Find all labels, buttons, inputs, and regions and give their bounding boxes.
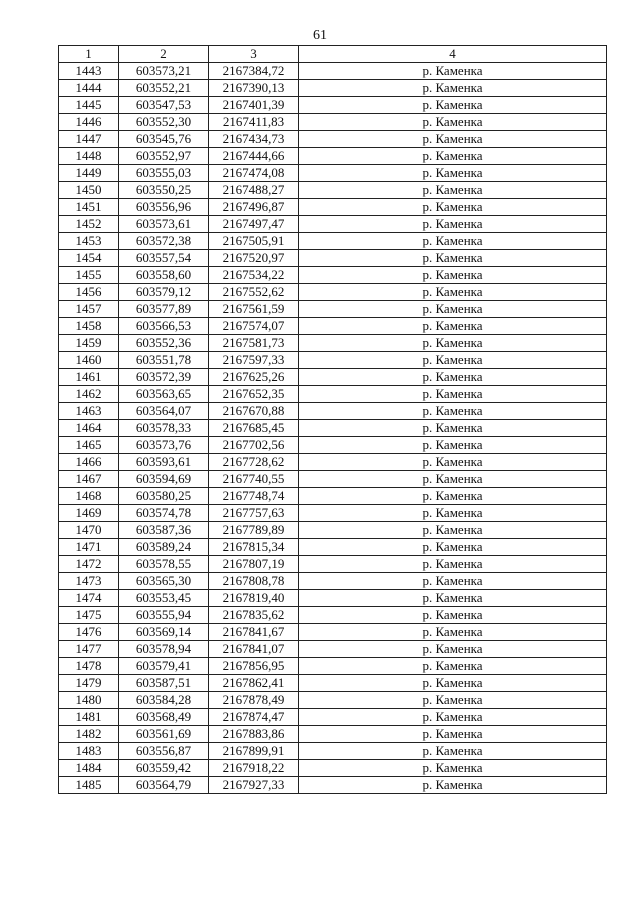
table-row [59, 369, 607, 386]
x-coordinate-cell: 603564,07 [119, 403, 209, 420]
x-coordinate-cell: 603557,54 [119, 250, 209, 267]
y-coordinate-cell: 2167874,47 [209, 709, 299, 726]
point-number-cell: 1450 [59, 182, 119, 199]
point-number-cell: 1455 [59, 267, 119, 284]
y-coordinate-cell: 2167390,13 [209, 80, 299, 97]
x-coordinate-cell: 603578,55 [119, 556, 209, 573]
y-coordinate-cell: 2167789,89 [209, 522, 299, 539]
point-number-cell: 1470 [59, 522, 119, 539]
description-cell: р. Каменка [299, 420, 607, 437]
point-number-cell: 1468 [59, 488, 119, 505]
point-number-cell: 1458 [59, 318, 119, 335]
table-row [59, 114, 607, 131]
table-row [59, 97, 607, 114]
point-number-cell: 1467 [59, 471, 119, 488]
x-coordinate-cell: 603578,94 [119, 641, 209, 658]
x-coordinate-cell: 603564,79 [119, 777, 209, 794]
y-coordinate-cell: 2167434,73 [209, 131, 299, 148]
description-cell: р. Каменка [299, 471, 607, 488]
description-cell: р. Каменка [299, 216, 607, 233]
point-number-cell: 1453 [59, 233, 119, 250]
y-coordinate-cell: 2167841,07 [209, 641, 299, 658]
x-coordinate-cell: 603565,30 [119, 573, 209, 590]
point-number-cell: 1483 [59, 743, 119, 760]
point-number-cell: 1445 [59, 97, 119, 114]
x-coordinate-cell: 603559,42 [119, 760, 209, 777]
table-row [59, 386, 607, 403]
x-coordinate-cell: 603566,53 [119, 318, 209, 335]
point-number-cell: 1485 [59, 777, 119, 794]
x-coordinate-cell: 603589,24 [119, 539, 209, 556]
description-cell: р. Каменка [299, 522, 607, 539]
table-row [59, 182, 607, 199]
table-row [59, 352, 607, 369]
table-row [59, 675, 607, 692]
point-number-cell: 1481 [59, 709, 119, 726]
x-coordinate-cell: 603579,12 [119, 284, 209, 301]
y-coordinate-cell: 2167625,26 [209, 369, 299, 386]
table-row [59, 437, 607, 454]
point-number-cell: 1449 [59, 165, 119, 182]
table-row [59, 335, 607, 352]
description-cell: р. Каменка [299, 335, 607, 352]
x-coordinate-cell: 603573,61 [119, 216, 209, 233]
table-row [59, 80, 607, 97]
table-row [59, 624, 607, 641]
y-coordinate-cell: 2167807,19 [209, 556, 299, 573]
x-coordinate-cell: 603587,36 [119, 522, 209, 539]
y-coordinate-cell: 2167652,35 [209, 386, 299, 403]
y-coordinate-cell: 2167401,39 [209, 97, 299, 114]
point-number-cell: 1469 [59, 505, 119, 522]
y-coordinate-cell: 2167757,63 [209, 505, 299, 522]
x-coordinate-cell: 603580,25 [119, 488, 209, 505]
description-cell: р. Каменка [299, 114, 607, 131]
y-coordinate-cell: 2167581,73 [209, 335, 299, 352]
description-cell: р. Каменка [299, 250, 607, 267]
description-cell: р. Каменка [299, 301, 607, 318]
y-coordinate-cell: 2167685,45 [209, 420, 299, 437]
x-coordinate-cell: 603569,14 [119, 624, 209, 641]
table-row [59, 573, 607, 590]
x-coordinate-cell: 603587,51 [119, 675, 209, 692]
x-coordinate-cell: 603556,96 [119, 199, 209, 216]
y-coordinate-cell: 2167815,34 [209, 539, 299, 556]
description-cell: р. Каменка [299, 182, 607, 199]
table-row [59, 692, 607, 709]
y-coordinate-cell: 2167883,86 [209, 726, 299, 743]
description-cell: р. Каменка [299, 590, 607, 607]
description-cell: р. Каменка [299, 726, 607, 743]
point-number-cell: 1457 [59, 301, 119, 318]
x-coordinate-cell: 603578,33 [119, 420, 209, 437]
table-row [59, 318, 607, 335]
point-number-cell: 1452 [59, 216, 119, 233]
x-coordinate-cell: 603553,45 [119, 590, 209, 607]
table-row [59, 216, 607, 233]
y-coordinate-cell: 2167561,59 [209, 301, 299, 318]
y-coordinate-cell: 2167918,22 [209, 760, 299, 777]
y-coordinate-cell: 2167899,91 [209, 743, 299, 760]
x-coordinate-cell: 603555,94 [119, 607, 209, 624]
table-row [59, 403, 607, 420]
point-number-cell: 1454 [59, 250, 119, 267]
y-coordinate-cell: 2167740,55 [209, 471, 299, 488]
table-row [59, 420, 607, 437]
point-number-cell: 1448 [59, 148, 119, 165]
column-header-3: 3 [209, 46, 299, 63]
y-coordinate-cell: 2167808,78 [209, 573, 299, 590]
point-number-cell: 1477 [59, 641, 119, 658]
description-cell: р. Каменка [299, 709, 607, 726]
y-coordinate-cell: 2167597,33 [209, 352, 299, 369]
page-number: 61 [313, 28, 327, 43]
y-coordinate-cell: 2167497,47 [209, 216, 299, 233]
point-number-cell: 1462 [59, 386, 119, 403]
x-coordinate-cell: 603551,78 [119, 352, 209, 369]
y-coordinate-cell: 2167728,62 [209, 454, 299, 471]
y-coordinate-cell: 2167474,08 [209, 165, 299, 182]
y-coordinate-cell: 2167878,49 [209, 692, 299, 709]
table-row [59, 131, 607, 148]
header-row [59, 46, 607, 63]
table-row [59, 658, 607, 675]
point-number-cell: 1465 [59, 437, 119, 454]
y-coordinate-cell: 2167411,83 [209, 114, 299, 131]
description-cell: р. Каменка [299, 403, 607, 420]
description-cell: р. Каменка [299, 556, 607, 573]
point-number-cell: 1474 [59, 590, 119, 607]
table-row [59, 165, 607, 182]
point-number-cell: 1463 [59, 403, 119, 420]
point-number-cell: 1443 [59, 63, 119, 80]
x-coordinate-cell: 603550,25 [119, 182, 209, 199]
description-cell: р. Каменка [299, 80, 607, 97]
x-coordinate-cell: 603545,76 [119, 131, 209, 148]
x-coordinate-cell: 603594,69 [119, 471, 209, 488]
point-number-cell: 1459 [59, 335, 119, 352]
point-number-cell: 1444 [59, 80, 119, 97]
column-header-2: 2 [119, 46, 209, 63]
x-coordinate-cell: 603552,30 [119, 114, 209, 131]
table-row [59, 250, 607, 267]
point-number-cell: 1472 [59, 556, 119, 573]
table-row [59, 471, 607, 488]
description-cell: р. Каменка [299, 454, 607, 471]
column-header-4: 4 [299, 46, 607, 63]
table-row [59, 726, 607, 743]
y-coordinate-cell: 2167702,56 [209, 437, 299, 454]
y-coordinate-cell: 2167670,88 [209, 403, 299, 420]
description-cell: р. Каменка [299, 641, 607, 658]
y-coordinate-cell: 2167927,33 [209, 777, 299, 794]
description-cell: р. Каменка [299, 573, 607, 590]
x-coordinate-cell: 603556,87 [119, 743, 209, 760]
description-cell: р. Каменка [299, 131, 607, 148]
y-coordinate-cell: 2167819,40 [209, 590, 299, 607]
x-coordinate-cell: 603579,41 [119, 658, 209, 675]
point-number-cell: 1447 [59, 131, 119, 148]
table-header [59, 46, 607, 63]
table-row [59, 488, 607, 505]
point-number-cell: 1466 [59, 454, 119, 471]
description-cell: р. Каменка [299, 63, 607, 80]
y-coordinate-cell: 2167444,66 [209, 148, 299, 165]
y-coordinate-cell: 2167748,74 [209, 488, 299, 505]
description-cell: р. Каменка [299, 386, 607, 403]
x-coordinate-cell: 603555,03 [119, 165, 209, 182]
table-row [59, 743, 607, 760]
point-number-cell: 1461 [59, 369, 119, 386]
table-row [59, 607, 607, 624]
table-row [59, 760, 607, 777]
x-coordinate-cell: 603563,65 [119, 386, 209, 403]
x-coordinate-cell: 603574,78 [119, 505, 209, 522]
x-coordinate-cell: 603552,36 [119, 335, 209, 352]
description-cell: р. Каменка [299, 607, 607, 624]
point-number-cell: 1475 [59, 607, 119, 624]
x-coordinate-cell: 603572,39 [119, 369, 209, 386]
column-header-1: 1 [59, 46, 119, 63]
coordinates-table [58, 45, 607, 794]
y-coordinate-cell: 2167862,41 [209, 675, 299, 692]
point-number-cell: 1464 [59, 420, 119, 437]
table-body [59, 63, 607, 794]
description-cell: р. Каменка [299, 743, 607, 760]
y-coordinate-cell: 2167841,67 [209, 624, 299, 641]
table-row [59, 233, 607, 250]
table-row [59, 777, 607, 794]
y-coordinate-cell: 2167520,97 [209, 250, 299, 267]
description-cell: р. Каменка [299, 284, 607, 301]
y-coordinate-cell: 2167505,91 [209, 233, 299, 250]
point-number-cell: 1456 [59, 284, 119, 301]
table-row [59, 148, 607, 165]
point-number-cell: 1480 [59, 692, 119, 709]
description-cell: р. Каменка [299, 318, 607, 335]
x-coordinate-cell: 603593,61 [119, 454, 209, 471]
description-cell: р. Каменка [299, 148, 607, 165]
table-row [59, 284, 607, 301]
x-coordinate-cell: 603568,49 [119, 709, 209, 726]
x-coordinate-cell: 603573,21 [119, 63, 209, 80]
table-row [59, 505, 607, 522]
point-number-cell: 1479 [59, 675, 119, 692]
point-number-cell: 1473 [59, 573, 119, 590]
y-coordinate-cell: 2167835,62 [209, 607, 299, 624]
point-number-cell: 1476 [59, 624, 119, 641]
description-cell: р. Каменка [299, 539, 607, 556]
y-coordinate-cell: 2167856,95 [209, 658, 299, 675]
x-coordinate-cell: 603552,21 [119, 80, 209, 97]
x-coordinate-cell: 603547,53 [119, 97, 209, 114]
point-number-cell: 1471 [59, 539, 119, 556]
y-coordinate-cell: 2167534,22 [209, 267, 299, 284]
point-number-cell: 1478 [59, 658, 119, 675]
x-coordinate-cell: 603572,38 [119, 233, 209, 250]
point-number-cell: 1446 [59, 114, 119, 131]
x-coordinate-cell: 603552,97 [119, 148, 209, 165]
table-row [59, 63, 607, 80]
point-number-cell: 1451 [59, 199, 119, 216]
x-coordinate-cell: 603577,89 [119, 301, 209, 318]
x-coordinate-cell: 603561,69 [119, 726, 209, 743]
point-number-cell: 1482 [59, 726, 119, 743]
point-number-cell: 1460 [59, 352, 119, 369]
description-cell: р. Каменка [299, 675, 607, 692]
y-coordinate-cell: 2167384,72 [209, 63, 299, 80]
y-coordinate-cell: 2167574,07 [209, 318, 299, 335]
description-cell: р. Каменка [299, 233, 607, 250]
description-cell: р. Каменка [299, 369, 607, 386]
table-row [59, 641, 607, 658]
description-cell: р. Каменка [299, 488, 607, 505]
y-coordinate-cell: 2167488,27 [209, 182, 299, 199]
x-coordinate-cell: 603573,76 [119, 437, 209, 454]
description-cell: р. Каменка [299, 97, 607, 114]
table-row [59, 454, 607, 471]
x-coordinate-cell: 603584,28 [119, 692, 209, 709]
point-number-cell: 1484 [59, 760, 119, 777]
table-row [59, 522, 607, 539]
table-row [59, 267, 607, 284]
table-row [59, 199, 607, 216]
description-cell: р. Каменка [299, 505, 607, 522]
table-row [59, 539, 607, 556]
description-cell: р. Каменка [299, 199, 607, 216]
description-cell: р. Каменка [299, 624, 607, 641]
description-cell: р. Каменка [299, 777, 607, 794]
y-coordinate-cell: 2167552,62 [209, 284, 299, 301]
description-cell: р. Каменка [299, 267, 607, 284]
description-cell: р. Каменка [299, 760, 607, 777]
description-cell: р. Каменка [299, 165, 607, 182]
description-cell: р. Каменка [299, 437, 607, 454]
x-coordinate-cell: 603558,60 [119, 267, 209, 284]
y-coordinate-cell: 2167496,87 [209, 199, 299, 216]
table-row [59, 590, 607, 607]
description-cell: р. Каменка [299, 352, 607, 369]
table-row [59, 556, 607, 573]
table-row [59, 301, 607, 318]
table-row [59, 709, 607, 726]
description-cell: р. Каменка [299, 658, 607, 675]
description-cell: р. Каменка [299, 692, 607, 709]
